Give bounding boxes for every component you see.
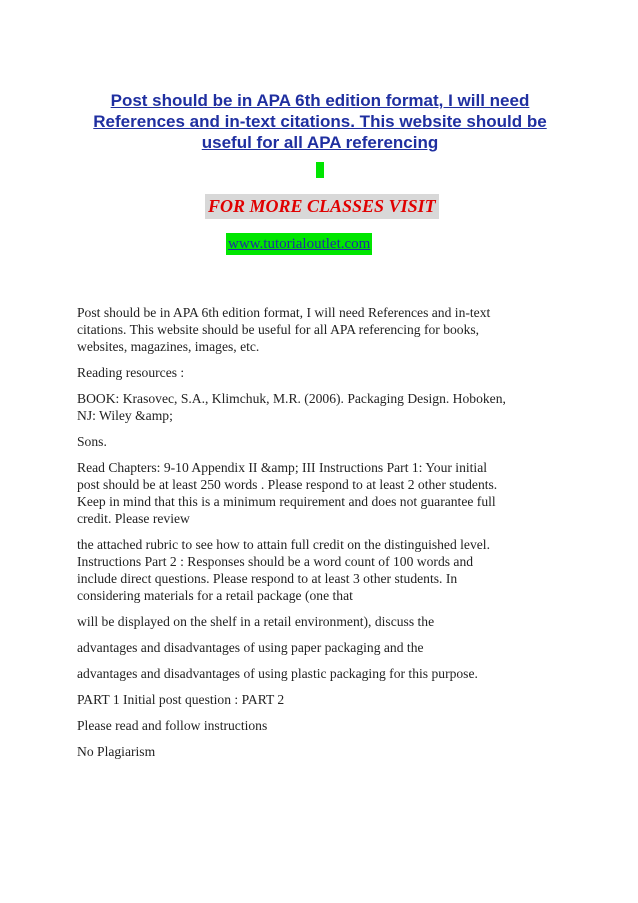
text-line: citations. This website should be useful for all APA referencing for books, (77, 322, 480, 337)
visit-banner: FOR MORE CLASSES VISIT (205, 194, 439, 219)
text-line: PART 1 Initial post question : PART 2 (77, 692, 285, 707)
text-line: advantages and disadvantages of using plastic packaging for this purpose. (77, 666, 478, 681)
document-title[interactable] (80, 90, 560, 153)
text-line: post should be at least 250 words . Please respond to at least 2 other students. (77, 477, 498, 492)
text-line: Sons. (77, 434, 107, 449)
text-line: No Plagiarism (77, 744, 156, 759)
paragraph (77, 613, 557, 630)
paragraph (77, 433, 557, 450)
paragraph (77, 536, 557, 604)
text-line: advantages and disadvantages of using paper packaging and the (77, 640, 424, 655)
text-line: considering materials for a retail package (one that (77, 588, 353, 603)
text-line: Post should be in APA 6th edition format, I will need References and in-text (77, 305, 491, 320)
text-line: the attached rubric to see how to attain full credit on the distinguished level. (77, 537, 490, 552)
text-line: Please read and follow instructions (77, 718, 268, 733)
paragraph (77, 717, 557, 734)
text-line: credit. Please review (77, 511, 190, 526)
paragraph (77, 665, 557, 682)
paragraph (77, 743, 557, 760)
paragraph (77, 304, 557, 355)
text-line: BOOK: Krasovec, S.A., Klimchuk, M.R. (2006). Packaging Design. Hoboken, (77, 391, 506, 406)
document-body (77, 304, 557, 769)
website-link[interactable]: www.tutorialoutlet.com (226, 233, 372, 255)
paragraph (77, 639, 557, 656)
title-line: Post should be in APA 6th edition format, I will need (110, 91, 530, 110)
paragraph (77, 459, 557, 527)
text-line: Instructions Part 2 : Responses should be a word count of 100 words and (77, 554, 474, 569)
text-line: websites, magazines, images, etc. (77, 339, 260, 354)
title-line: References and in-text citations. This website should be (93, 112, 547, 131)
text-line: NJ: Wiley &amp; (77, 408, 173, 423)
text-line: Reading resources : (77, 365, 185, 380)
text-line: include direct questions. Please respond to at least 3 other students. In (77, 571, 458, 586)
title-line: useful for all APA referencing (201, 133, 439, 152)
text-line: will be displayed on the shelf in a retail environment), discuss the (77, 614, 435, 629)
paragraph (77, 691, 557, 708)
text-line: Read Chapters: 9-10 Appendix II &amp; III Instructions Part 1: Your initial (77, 460, 488, 475)
paragraph (77, 364, 557, 381)
text-line: Keep in mind that this is a minimum requirement and does not guarantee full (77, 494, 496, 509)
paragraph (77, 390, 557, 424)
highlight-marker (316, 162, 324, 178)
